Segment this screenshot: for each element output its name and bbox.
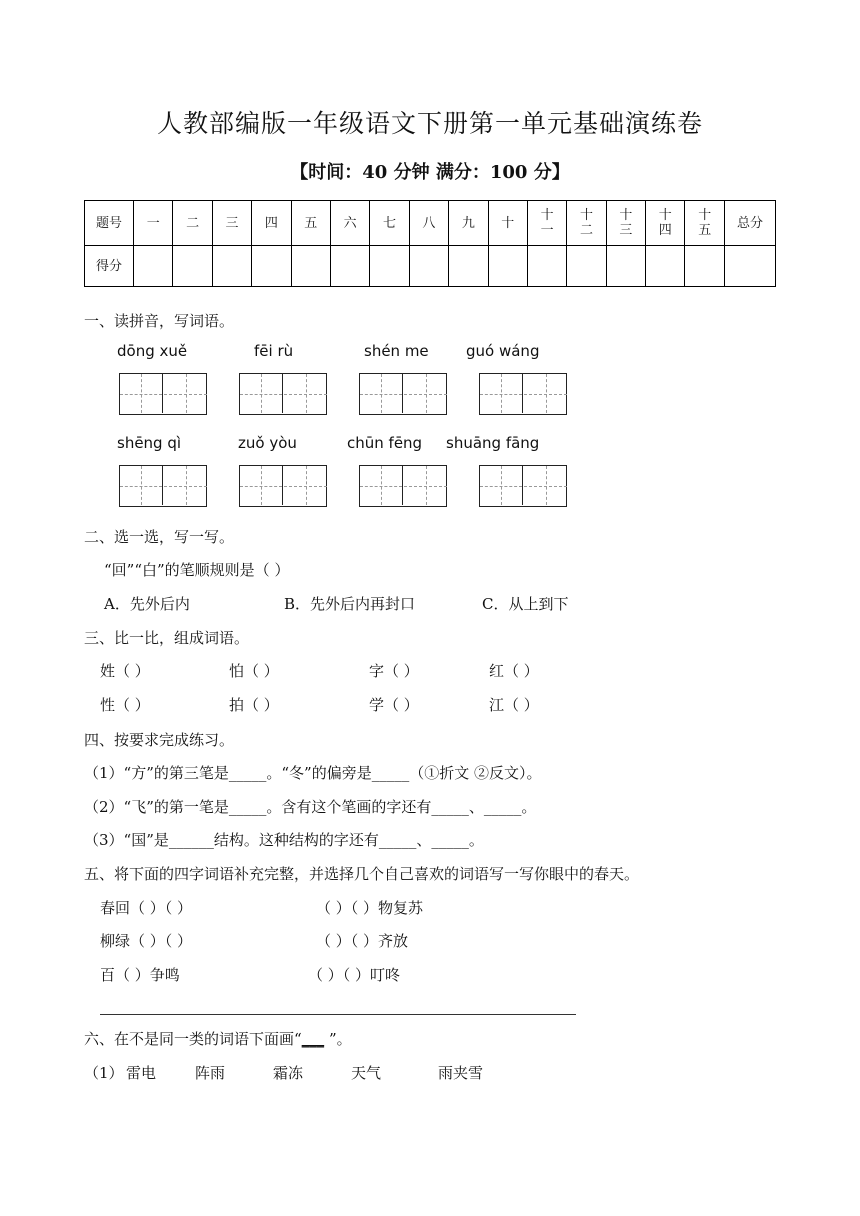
- score-cell[interactable]: [291, 246, 330, 287]
- section-5-heading: 五、将下面的四字词语补充完整，并选择几个自己喜欢的词语写一写你眼中的春天。: [84, 865, 640, 883]
- pinyin-label: zuǒ yòu: [238, 434, 297, 452]
- question-number: 十 四: [646, 201, 685, 246]
- exercise-item[interactable]: （1）“方”的第三笔是_____。“冬”的偏旁是_____（①折文 ②反文）。: [84, 764, 542, 782]
- item-number: （1）: [84, 1064, 124, 1082]
- question-number: 七: [370, 201, 409, 246]
- writing-grid[interactable]: [359, 373, 447, 415]
- score-cell[interactable]: [173, 246, 212, 287]
- score-cell[interactable]: [685, 246, 725, 287]
- section-1-heading: 一、读拼音，写词语。: [84, 312, 235, 330]
- question-number: 九: [449, 201, 488, 246]
- score-cell[interactable]: [134, 246, 173, 287]
- score-cell[interactable]: [409, 246, 448, 287]
- question-number: 三: [212, 201, 251, 246]
- exercise-item[interactable]: （2）“飞”的第一笔是_____。含有这个笔画的字还有_____、_____。: [84, 798, 537, 816]
- option-a[interactable]: A．先外后内: [104, 595, 190, 613]
- word-compare-item[interactable]: 字（ ）: [369, 662, 419, 680]
- pinyin-label: fēi rù: [254, 342, 294, 360]
- writing-grid[interactable]: [119, 373, 207, 415]
- word-option[interactable]: 霜冻: [273, 1064, 304, 1082]
- total-score-cell[interactable]: [725, 246, 776, 287]
- word-option[interactable]: 雷电: [126, 1064, 157, 1082]
- pinyin-label: dōng xuě: [117, 342, 188, 360]
- row-label-score: 得分: [85, 246, 134, 287]
- score-cell[interactable]: [527, 246, 566, 287]
- score-table: [84, 200, 776, 287]
- question-number: 六: [330, 201, 369, 246]
- writing-line[interactable]: [100, 1014, 576, 1015]
- idiom-fill-item[interactable]: （ ）（ ）齐放: [316, 932, 409, 950]
- grid-cell[interactable]: [120, 466, 163, 505]
- option-b[interactable]: B．先外后内再封口: [284, 595, 416, 613]
- question-number: 十 二: [567, 201, 606, 246]
- score-cell[interactable]: [212, 246, 251, 287]
- word-option[interactable]: 阵雨: [195, 1064, 226, 1082]
- grid-cell[interactable]: [120, 374, 163, 413]
- idiom-fill-item[interactable]: （ ）（ ）叮咚: [308, 966, 401, 984]
- underline-mark: ___: [301, 1030, 325, 1048]
- section-4-heading: 四、按要求完成练习。: [84, 731, 235, 749]
- question-number: 五: [291, 201, 330, 246]
- question-number: 十 一: [527, 201, 566, 246]
- grid-cell[interactable]: [284, 466, 327, 505]
- score-cell[interactable]: [646, 246, 685, 287]
- idiom-fill-item[interactable]: 柳绿（ ）（ ）: [100, 932, 193, 950]
- grid-cell[interactable]: [164, 466, 207, 505]
- page-title: 人教部编版一年级语文下册第一单元基础演练卷: [156, 109, 703, 138]
- grid-cell[interactable]: [284, 374, 327, 413]
- idiom-fill-item[interactable]: 春回（ ）（ ）: [100, 899, 193, 917]
- grid-cell[interactable]: [240, 374, 283, 413]
- idiom-fill-item[interactable]: 百（ ）争鸣: [100, 966, 180, 984]
- section-2-heading: 二、选一选，写一写。: [84, 528, 235, 546]
- writing-grid[interactable]: [119, 465, 207, 507]
- score-table-header-row: [85, 201, 776, 246]
- row-label-question-number: 题号: [85, 201, 134, 246]
- pinyin-label: guó wáng: [466, 342, 540, 360]
- word-compare-item[interactable]: 学（ ）: [369, 696, 419, 714]
- grid-cell[interactable]: [480, 466, 523, 505]
- question-number: 二: [173, 201, 212, 246]
- word-compare-item[interactable]: 怕（ ）: [229, 662, 279, 680]
- exam-info: 【时间：40 分钟 满分：100 分】: [290, 162, 570, 183]
- question-number: 一: [134, 201, 173, 246]
- question-number: 十: [488, 201, 527, 246]
- pinyin-label: chūn fēng: [347, 434, 423, 452]
- section-6-heading: 六、在不是同一类的词语下面画“___ ”。: [84, 1030, 352, 1048]
- word-option[interactable]: 雨夹雪: [438, 1064, 484, 1082]
- score-cell[interactable]: [488, 246, 527, 287]
- exercise-item[interactable]: （3）“国”是______结构。这种结构的字还有_____、_____。: [84, 831, 484, 849]
- word-compare-item[interactable]: 拍（ ）: [229, 696, 279, 714]
- score-cell[interactable]: [370, 246, 409, 287]
- grid-cell[interactable]: [480, 374, 523, 413]
- pinyin-label: shēng qì: [117, 434, 182, 452]
- word-compare-item[interactable]: 红（ ）: [489, 662, 539, 680]
- word-compare-item[interactable]: 江（ ）: [489, 696, 539, 714]
- writing-grid[interactable]: [479, 373, 567, 415]
- idiom-fill-item[interactable]: （ ）（ ）物复苏: [316, 899, 424, 917]
- option-c[interactable]: C．从上到下: [482, 595, 569, 613]
- score-cell[interactable]: [330, 246, 369, 287]
- pinyin-label: shuāng fāng: [446, 434, 540, 452]
- section-3-heading: 三、比一比，组成词语。: [84, 629, 250, 647]
- question-number: 十 三: [606, 201, 645, 246]
- grid-cell[interactable]: [240, 466, 283, 505]
- grid-cell[interactable]: [404, 466, 447, 505]
- score-cell[interactable]: [567, 246, 606, 287]
- grid-cell[interactable]: [164, 374, 207, 413]
- writing-grid[interactable]: [239, 465, 327, 507]
- pinyin-label: shén me: [364, 342, 429, 360]
- score-table-score-row: [85, 246, 776, 287]
- word-option[interactable]: 天气: [351, 1064, 382, 1082]
- choice-question: “回”“白”的笔顺规则是（ ）: [104, 561, 290, 579]
- score-cell[interactable]: [449, 246, 488, 287]
- writing-grid[interactable]: [359, 465, 447, 507]
- question-number: 八: [409, 201, 448, 246]
- total-label: 总分: [725, 201, 776, 246]
- writing-grid[interactable]: [479, 465, 567, 507]
- grid-cell[interactable]: [360, 374, 403, 413]
- word-compare-item[interactable]: 姓（ ）: [100, 662, 150, 680]
- grid-cell[interactable]: [524, 466, 567, 505]
- grid-cell[interactable]: [404, 374, 447, 413]
- question-number: 四: [252, 201, 291, 246]
- grid-cell[interactable]: [524, 374, 567, 413]
- score-cell[interactable]: [252, 246, 291, 287]
- writing-grid[interactable]: [239, 373, 327, 415]
- question-number: 十 五: [685, 201, 725, 246]
- grid-cell[interactable]: [360, 466, 403, 505]
- word-compare-item[interactable]: 性（ ）: [100, 696, 150, 714]
- score-cell[interactable]: [606, 246, 645, 287]
